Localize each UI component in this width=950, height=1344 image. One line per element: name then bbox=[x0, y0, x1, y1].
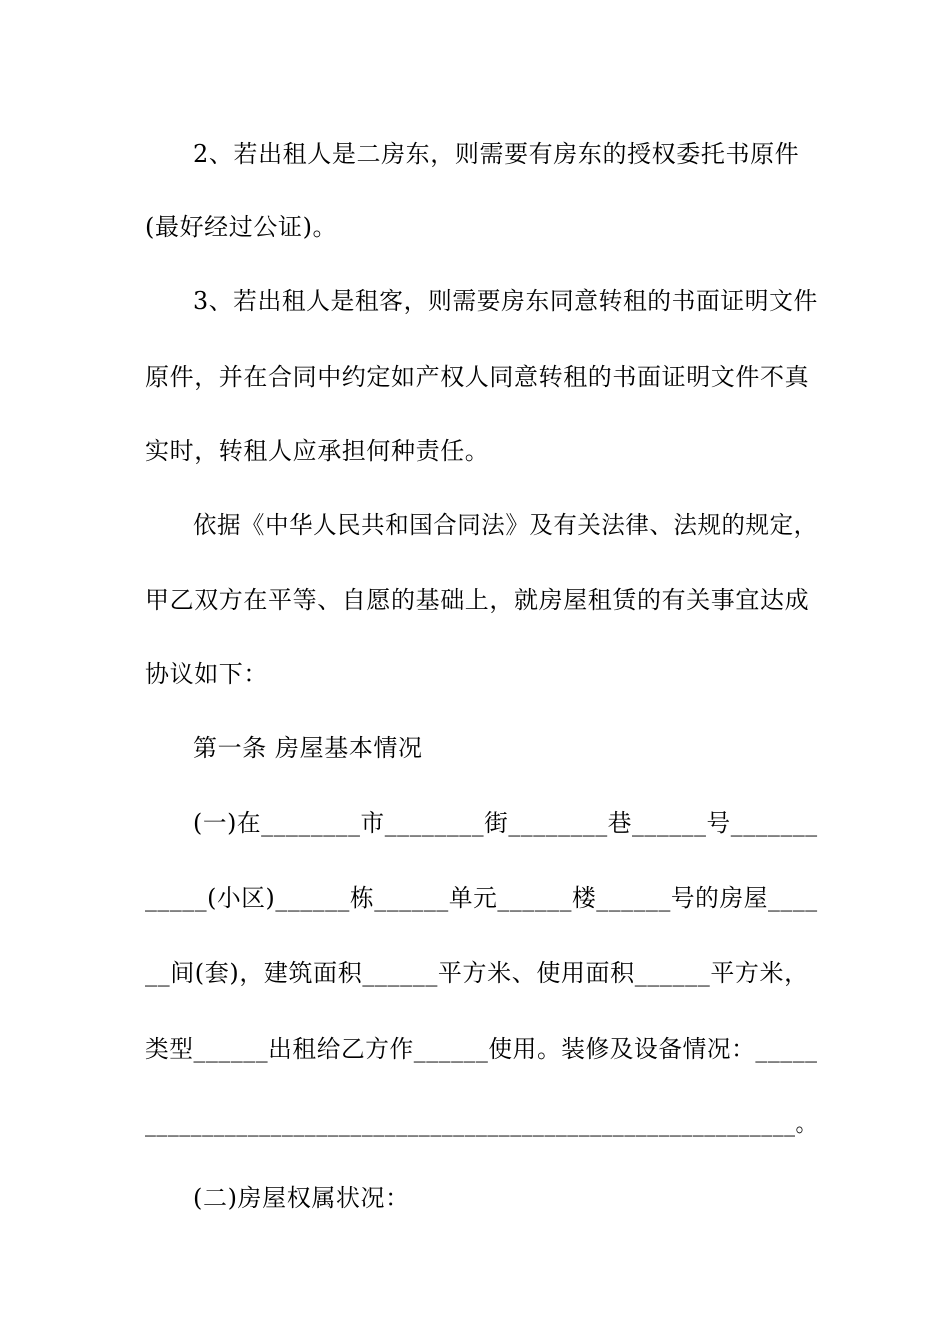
form-line: 类型______出租给乙方作______使用。装修及设备情况：_____ bbox=[145, 1035, 818, 1063]
paragraph-line: 依据《中华人民共和国合同法》及有关法律、法规的规定， bbox=[193, 511, 818, 539]
paragraph-line: 甲乙双方在平等、自愿的基础上，就房屋租赁的有关事宜达成 bbox=[145, 586, 810, 614]
section-heading: 第一条 房屋基本情况 bbox=[193, 734, 423, 762]
paragraph-line: (最好经过公证)。 bbox=[145, 213, 338, 241]
subsection-heading: (二)房屋权属状况： bbox=[193, 1184, 410, 1212]
paragraph-line: 2、若出租人是二房东，则需要有房东的授权委托书原件 bbox=[193, 140, 800, 168]
form-line: __间(套)，建筑面积______平方米、使用面积______平方米， bbox=[145, 959, 809, 987]
paragraph-line: 实时，转租人应承担何种责任。 bbox=[145, 437, 490, 465]
form-line: _____(小区)______栋______单元______楼______号的房屋____ bbox=[145, 884, 818, 912]
paragraph-line: 3、若出租人是租客，则需要房东同意转租的书面证明文件 bbox=[193, 287, 818, 315]
paragraph-line: 原件，并在合同中约定如产权人同意转租的书面证明文件不真 bbox=[145, 363, 810, 391]
form-line: _________________________________________________________。 bbox=[145, 1109, 818, 1137]
form-line: (一)在________市________街________巷______号_______ bbox=[193, 809, 818, 837]
paragraph-line: 协议如下： bbox=[145, 660, 268, 688]
